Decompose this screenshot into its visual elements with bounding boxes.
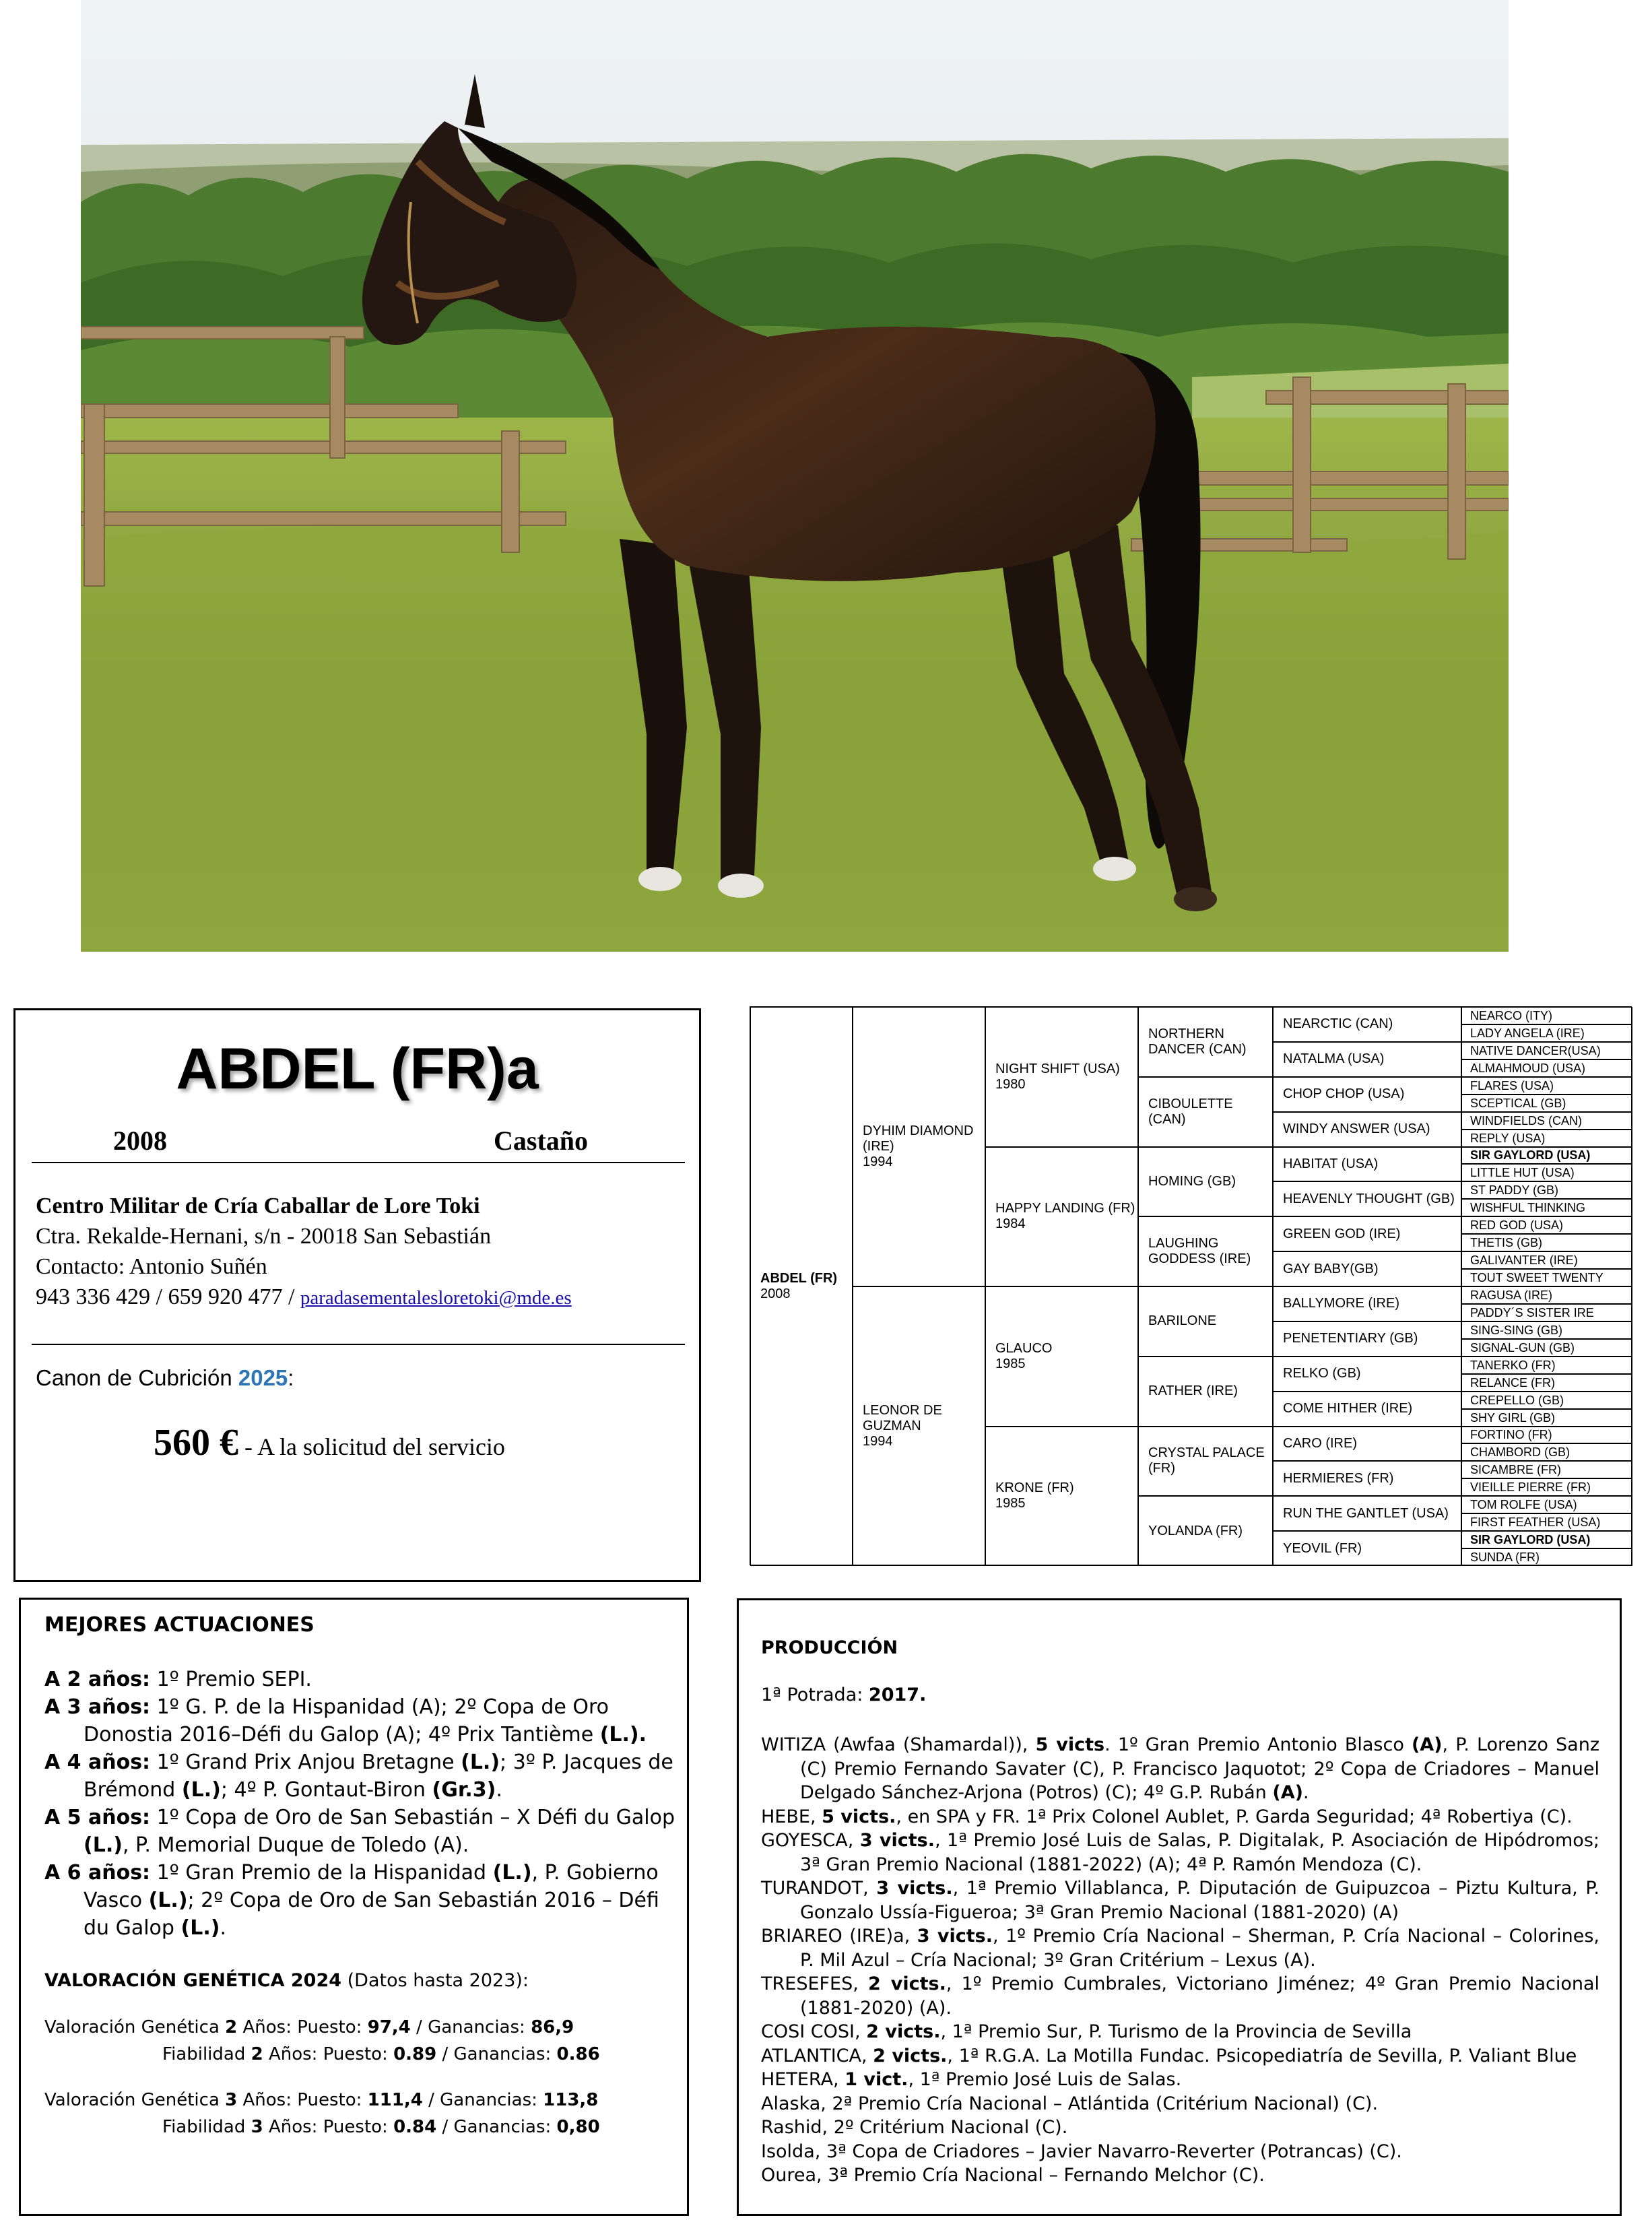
production-text: Alaska, 2ª Premio Cría Nacional – Atlántida (Critérium Nacional) (C). (761, 2093, 1379, 2114)
pedigree-year: 2008 (760, 1286, 791, 1301)
production-text: , 1º Premio Cumbrales, Victoriano Jiménez; 4º Gran Premio Nacional (1881-2020) (A). (800, 1973, 1600, 2019)
pedigree-g5-ancestor (1461, 1216, 1632, 1234)
pedigree-g4-ancestor (1273, 1357, 1461, 1392)
production-text: , 1ª Premio Villablanca, P. Diputación de Guipuzcoa – Piztu Kultura, P. Gonzalo Ussía-Figueroa; 3ª Gran Premio Nacional (1881-2020) (A) (800, 1878, 1600, 1923)
pedigree-g4-ancestor (1273, 1251, 1461, 1286)
production-text: TURANDOT, (761, 1878, 877, 1899)
genetic-2-line (44, 2017, 574, 2037)
pedigree-g5-ancestor (1461, 1077, 1632, 1094)
pedigree-name: LITTLE HUT (USA) (1470, 1166, 1575, 1180)
email-link[interactable]: paradasementaleslore​toki@mde.es (300, 1287, 572, 1309)
pedigree-name: ALMAHMOUD (USA) (1470, 1061, 1586, 1075)
pedigree-name: PENETENTIARY (GB) (1283, 1331, 1418, 1346)
first-crop-label: 1ª Potrada: (761, 1685, 869, 1705)
pedigree-name: NIGHT SHIFT (USA) (995, 1061, 1120, 1076)
pedigree-name: RAGUSA (IRE) (1470, 1288, 1553, 1302)
production-highlight: 1 vict. (845, 2069, 908, 2090)
pedigree-table (750, 1006, 1632, 1565)
pedigree-g5-ancestor (1461, 1478, 1632, 1496)
horse-name: ABDEL (FR)a (176, 1037, 539, 1101)
pedigree-g5-ancestor (1461, 1094, 1632, 1112)
contact-person: Contacto: Antonio Suñén (36, 1254, 267, 1279)
production-highlight: 5 victs. (822, 1806, 896, 1827)
achievement-grade: (L.) (148, 1889, 188, 1912)
production-row (761, 2163, 1599, 2188)
pedigree-name: GAY BABY(GB) (1283, 1261, 1379, 1276)
pedigree-name: DYHIM DIAMOND (IRE) (863, 1123, 974, 1154)
achievement-text: ; 4º P. Gontaut-Biron (220, 1778, 432, 1802)
text: Años: Puesto: (237, 2017, 368, 2037)
pedigree-name: CHOP CHOP (USA) (1283, 1086, 1405, 1102)
text: Fiabilidad (162, 2044, 251, 2064)
pedigree-year: 1984 (995, 1216, 1026, 1232)
production-text: GOYESCA, (761, 1830, 860, 1851)
achievement-text: , P. Memorial Duque de Toledo (A). (122, 1833, 469, 1857)
pedigree-great-grandparent (1138, 1496, 1273, 1566)
pedigree-g5-ancestor (1461, 1164, 1632, 1181)
production-text: , 1º Premio Cría Nacional – Sherman, P. Cría Nacional – Colorines, P. Mil Azul – Cría Nacional; 3º Gran Critérium – Lexus (A). (800, 1926, 1599, 1971)
pedigree-g4-ancestor (1273, 1392, 1461, 1427)
pedigree-great-grandparent (1138, 1147, 1273, 1217)
pedigree-g4-ancestor (1273, 1321, 1461, 1357)
achievement-text: 1º Grand Prix Anjou Bretagne (150, 1751, 461, 1774)
pedigree-name: TANERKO (FR) (1470, 1358, 1556, 1372)
pedigree-g5-ancestor (1461, 1374, 1632, 1392)
text: / Ganancias: (436, 2117, 557, 2137)
pedigree-name: NORTHERN DANCER (CAN) (1148, 1026, 1247, 1057)
genetic-3-line (44, 2090, 598, 2110)
pedigree-name: NATALMA (USA) (1283, 1051, 1385, 1067)
production-row (761, 2020, 1599, 2044)
achievement-grade: (L.) (84, 1833, 123, 1857)
pedigree-g5-ancestor (1461, 1443, 1632, 1461)
achievement-age: A 6 años: (44, 1861, 151, 1885)
pedigree-name: LEONOR DE GUZMAN (863, 1403, 942, 1433)
pedigree-name: FLARES (USA) (1470, 1078, 1554, 1092)
achievement-text: ; 2º Copa de Oro de San Sebastián 2016 – Défi du Galop (84, 1889, 659, 1940)
address: Ctra. Rekalde-Hernani, s/n - 20018 San Sebastián (36, 1224, 492, 1249)
pedigree-name: RELKO (GB) (1283, 1366, 1361, 1381)
pedigree-year: 1994 (863, 1154, 893, 1169)
value: 3 (251, 2117, 263, 2137)
pedigree-g4-ancestor (1273, 1286, 1461, 1321)
achievement-row (44, 1693, 678, 1749)
pedigree-name: GALIVANTER (IRE) (1470, 1253, 1578, 1268)
production-text: . (1302, 1782, 1309, 1803)
production-list (761, 1733, 1599, 2188)
pedigree-name: SHY GIRL (GB) (1470, 1410, 1556, 1425)
pedigree-g5-ancestor (1461, 1548, 1632, 1566)
text: Años: Puesto: (263, 2044, 394, 2064)
value: 86,9 (531, 2017, 574, 2037)
pedigree-great-grandparent (1138, 1286, 1273, 1357)
pedigree-g4-ancestor (1273, 1427, 1461, 1462)
pedigree-name: SUNDA (FR) (1470, 1550, 1540, 1565)
pedigree-name: FIRST FEATHER (USA) (1470, 1515, 1601, 1530)
pedigree-name: KRONE (FR) (995, 1480, 1074, 1496)
pedigree-name: SIR GAYLORD (USA) (1470, 1533, 1591, 1547)
pedigree-name: ST PADDY (GB) (1470, 1183, 1559, 1198)
production-text: Ourea, 3ª Premio Cría Nacional – Fernando Melchor (C). (761, 2165, 1265, 2186)
production-text: , 1ª R.G.A. La Motilla Fundac. Psicopediatría de Sevilla, P. Valiant Blue (947, 2045, 1577, 2066)
pedigree-name: HABITAT (USA) (1283, 1156, 1379, 1171)
achievement-text: 1º G. P. de la Hispanidad (A); 2º Copa de Oro Donostia 2016–Défi du Galop (A); 4º Prix Tantième (84, 1695, 609, 1746)
pedigree-name: HOMING (GB) (1148, 1173, 1236, 1189)
canon-colon: : (288, 1365, 294, 1390)
pedigree-grandparent (985, 1427, 1138, 1567)
pedigree-g5-ancestor (1461, 1304, 1632, 1321)
genetic-subtitle: (Datos hasta 2023): (341, 1970, 529, 1991)
pedigree-name: BALLYMORE (IRE) (1283, 1296, 1399, 1311)
achievement-text: ; 3º P. Jacques de Brémond (84, 1751, 673, 1802)
achievement-age: A 2 años: (44, 1668, 151, 1691)
production-row (761, 2140, 1599, 2164)
pedigree-g4-ancestor (1273, 1147, 1461, 1182)
production-text: BRIAREO (IRE)a, (761, 1926, 917, 1947)
horse-photo (81, 0, 1509, 952)
pedigree-year: 1985 (995, 1496, 1026, 1511)
value: 111,4 (367, 2090, 423, 2110)
production-row (761, 2068, 1599, 2092)
price-note: - A la solicitud del servicio (238, 1433, 505, 1460)
pedigree-g5-ancestor (1461, 1199, 1632, 1216)
pedigree-name: HAPPY LANDING (FR) (995, 1201, 1135, 1216)
pedigree-g5-ancestor (1461, 1007, 1632, 1024)
pedigree-g5-ancestor (1461, 1112, 1632, 1130)
production-row (761, 1829, 1599, 1876)
achievement-row (44, 1666, 678, 1693)
pedigree-g5-ancestor (1461, 1427, 1632, 1444)
pedigree-great-grandparent (1138, 1007, 1273, 1077)
achievements-list (44, 1666, 678, 1942)
pedigree-g5-ancestor (1461, 1321, 1632, 1339)
pedigree-g5-ancestor (1461, 1496, 1632, 1513)
production-highlight: 3 victs. (917, 1926, 993, 1947)
value: 0,80 (556, 2117, 600, 2137)
pedigree-name: NEARCO (ITY) (1470, 1008, 1553, 1022)
production-highlight: 2 victs. (866, 2021, 941, 2042)
pedigree-name: TOUT SWEET TWENTY (1470, 1271, 1604, 1285)
production-highlight: (A) (1272, 1782, 1303, 1803)
pedigree-name: LADY ANGELA (IRE) (1470, 1026, 1585, 1040)
pedigree-name: WINDY ANSWER (USA) (1283, 1121, 1430, 1137)
pedigree-name: SICAMBRE (FR) (1470, 1463, 1561, 1477)
pedigree-name: NEARCTIC (CAN) (1283, 1016, 1393, 1032)
pedigree-g4-ancestor (1273, 1007, 1461, 1042)
production-highlight: 2 victs. (873, 2045, 948, 2066)
production-highlight: 3 victs. (859, 1830, 935, 1851)
production-text: Rashid, 2º Critérium Nacional (C). (761, 2117, 1068, 2138)
pedigree-name: THETIS (GB) (1470, 1236, 1542, 1250)
achievement-grade: (Gr.3) (432, 1778, 496, 1802)
pedigree-name: WINDFIELDS (CAN) (1470, 1113, 1582, 1128)
achievement-text: 1º Gran Premio de la Hispanidad (150, 1861, 493, 1885)
pedigree-name: BARILONE (1148, 1313, 1217, 1329)
pedigree-subject (750, 1007, 853, 1566)
pedigree-name: FORTINO (FR) (1470, 1428, 1552, 1442)
achievement-age: A 4 años: (44, 1751, 151, 1774)
first-crop-year: 2017. (868, 1685, 927, 1705)
pedigree-g4-ancestor (1273, 1181, 1461, 1216)
pedigree-g4-ancestor (1273, 1112, 1461, 1147)
pedigree-g5-ancestor (1461, 1269, 1632, 1286)
pedigree-g4-ancestor (1273, 1077, 1461, 1112)
achievement-grade: (L.) (181, 1778, 221, 1802)
value: 2 (251, 2044, 263, 2064)
pedigree-g5-ancestor (1461, 1059, 1632, 1077)
pedigree-name: HERMIERES (FR) (1283, 1470, 1394, 1486)
pedigree-g5-ancestor (1461, 1234, 1632, 1251)
achievement-text: . (496, 1778, 502, 1802)
pedigree-name: WISHFUL THINKING (1470, 1201, 1586, 1215)
text: / Ganancias: (410, 2017, 531, 2037)
text: Fiabilidad (162, 2117, 251, 2137)
production-box (737, 1598, 1622, 2216)
pedigree-name: CREPELLO (GB) (1470, 1393, 1564, 1407)
pedigree-g4-ancestor (1273, 1531, 1461, 1566)
stallion-info-box (13, 1008, 701, 1582)
pedigree-g5-ancestor (1461, 1042, 1632, 1059)
value: 0.89 (393, 2044, 437, 2064)
price-line (154, 1421, 505, 1464)
achievement-grade: (L.). (599, 1723, 647, 1746)
text: Años: Puesto: (263, 2117, 394, 2137)
pedigree-name: GLAUCO (995, 1340, 1053, 1356)
pedigree-name: CARO (IRE) (1283, 1435, 1357, 1451)
pedigree-g4-ancestor (1273, 1042, 1461, 1077)
pedigree-name: RUN THE GANTLET (USA) (1283, 1505, 1449, 1521)
pedigree-g4-ancestor (1273, 1216, 1461, 1251)
pedigree-name: CIBOULETTE (CAN) (1148, 1096, 1233, 1127)
genetic-title-bold: VALORACIÓN GENÉTICA 2024 (44, 1970, 342, 1991)
pedigree-g5-ancestor (1461, 1461, 1632, 1478)
phones-line (36, 1282, 572, 1313)
pedigree-g5-ancestor (1461, 1286, 1632, 1304)
production-row (761, 1733, 1599, 1805)
first-crop (761, 1685, 926, 1705)
pedigree-g5-ancestor (1461, 1024, 1632, 1042)
achievement-text: 1º Premio SEPI. (150, 1668, 312, 1691)
production-text: TRESEFES, (761, 1973, 868, 1994)
pedigree-name: RATHER (IRE) (1148, 1383, 1238, 1399)
pedigree-grandparent (985, 1286, 1138, 1427)
pedigree-name: VIEILLE PIERRE (FR) (1470, 1480, 1591, 1495)
horse-photo-illustration (81, 0, 1509, 952)
achievement-text: . (220, 1916, 226, 1940)
birth-year: 2008 (113, 1125, 167, 1156)
price: 560 € (154, 1422, 238, 1464)
achievement-row (44, 1804, 678, 1859)
pedigree-parent (853, 1007, 985, 1286)
value: 3 (225, 2090, 238, 2110)
pedigree-name: NATIVE DANCER(USA) (1470, 1043, 1601, 1057)
coat-color: Castaño (494, 1125, 589, 1156)
text: / Ganancias: (436, 2044, 557, 2064)
pedigree-name: CRYSTAL PALACE (FR) (1148, 1445, 1265, 1476)
production-text: WITIZA (Awfaa (Shamardal)), (761, 1734, 1036, 1755)
value: 97,4 (367, 2017, 411, 2037)
text: / Ganancias: (422, 2090, 543, 2110)
reliability-3-line (162, 2117, 600, 2137)
pedigree-g5-ancestor (1461, 1392, 1632, 1409)
stud-center: Centro Militar de Cría Caballar de Lore Toki (36, 1194, 480, 1218)
achievement-row (44, 1859, 678, 1942)
pedigree-name: GREEN GOD (IRE) (1283, 1226, 1401, 1241)
pedigree-year: 1980 (995, 1076, 1026, 1092)
production-row (761, 2092, 1599, 2116)
pedigree-name: PADDY´S SISTER IRE (1470, 1305, 1594, 1319)
value: 113,8 (543, 2090, 599, 2110)
pedigree-g5-ancestor (1461, 1339, 1632, 1357)
pedigree-great-grandparent (1138, 1427, 1273, 1497)
production-text: , 1ª Premio José Luis de Salas, P. Digitalak, P. Asociación de Hipódromos; 3ª Gran Premio Nacional (1881-2022) (A); 4ª P. Ramón Mendoza (C). (800, 1830, 1599, 1875)
pedigree-g5-ancestor (1461, 1251, 1632, 1269)
pedigree-name: ABDEL (FR) (760, 1271, 838, 1286)
achievement-grade: (L.) (180, 1916, 220, 1940)
production-highlight: 3 victs. (876, 1878, 953, 1899)
pedigree-g5-ancestor (1461, 1181, 1632, 1199)
pedigree-parent (853, 1286, 985, 1566)
production-row (761, 2116, 1599, 2140)
value: 0.86 (556, 2044, 600, 2064)
achievements-title: MEJORES ACTUACIONES (44, 1613, 315, 1637)
pedigree-year: 1985 (995, 1356, 1026, 1371)
text: Valoración Genética (44, 2090, 226, 2110)
pedigree-g5-ancestor (1461, 1513, 1632, 1531)
genetic-title (44, 1970, 529, 1991)
text: Años: Puesto: (237, 2090, 368, 2110)
pedigree-name: SING-SING (GB) (1470, 1323, 1563, 1337)
achievement-row (44, 1749, 678, 1804)
production-text: , 1ª Premio Sur, P. Turismo de la Provincia de Sevilla (940, 2021, 1412, 2042)
pedigree-g5-ancestor (1461, 1357, 1632, 1374)
pedigree-name: SCEPTICAL (GB) (1470, 1096, 1566, 1110)
pedigree-name: YEOVIL (FR) (1283, 1540, 1362, 1556)
pedigree-name: TOM ROLFE (USA) (1470, 1498, 1577, 1512)
production-highlight: (A) (1411, 1734, 1443, 1755)
production-row (761, 1876, 1599, 1924)
pedigree-grandparent (985, 1007, 1138, 1147)
contact-block (36, 1191, 572, 1313)
production-text: . 1º Gran Premio Antonio Blasco (1104, 1734, 1412, 1755)
achievement-age: A 5 años: (44, 1806, 151, 1829)
pedigree-name: RELANCE (FR) (1470, 1375, 1556, 1390)
achievement-grade: (L.) (492, 1861, 532, 1885)
pedigree-name: REPLY (USA) (1470, 1131, 1546, 1145)
achievement-grade: (L.) (461, 1751, 500, 1774)
production-highlight: 5 victs (1035, 1734, 1105, 1755)
pedigree-g4-ancestor (1273, 1461, 1461, 1496)
production-row (761, 1924, 1599, 1972)
production-text: , en SPA y FR. 1ª Prix Colonel Aublet, P. Garda Seguridad; 4ª Robertiya (C). (896, 1806, 1573, 1827)
pedigree-g5-ancestor (1461, 1130, 1632, 1147)
pedigree-g5-ancestor (1461, 1409, 1632, 1427)
pedigree-g5-ancestor (1461, 1531, 1632, 1548)
pedigree-great-grandparent (1138, 1216, 1273, 1286)
production-text: Isolda, 3ª Copa de Criadores – Javier Navarro-Reverter (Potrancas) (C). (761, 2141, 1402, 2162)
production-title: PRODUCCIÓN (761, 1637, 898, 1658)
pedigree-great-grandparent (1138, 1357, 1273, 1427)
pedigree-name: CHAMBORD (GB) (1470, 1445, 1570, 1460)
value: 0.84 (393, 2117, 437, 2137)
divider (32, 1344, 685, 1345)
pedigree-g5-ancestor (1461, 1147, 1632, 1165)
phones: 943 336 429 / 659 920 477 / (36, 1284, 295, 1309)
value: 2 (225, 2017, 238, 2037)
reliability-2-line (162, 2044, 600, 2064)
pedigree-name: SIR GAYLORD (USA) (1470, 1148, 1591, 1163)
pedigree-great-grandparent (1138, 1077, 1273, 1147)
pedigree-g4-ancestor (1273, 1496, 1461, 1531)
production-text: COSI COSI, (761, 2021, 867, 2042)
production-row (761, 1805, 1599, 1829)
pedigree-grandparent (985, 1147, 1138, 1287)
achievement-age: A 3 años: (44, 1695, 151, 1719)
canon-year: 2025 (238, 1365, 288, 1390)
production-text: HETERA, (761, 2069, 845, 2090)
pedigree-name: HEAVENLY THOUGHT (GB) (1283, 1191, 1455, 1206)
production-text: , 1ª Premio José Luis de Salas. (908, 2069, 1182, 2090)
pedigree-name: RED GOD (USA) (1470, 1218, 1564, 1233)
pedigree-name: SIGNAL-GUN (GB) (1470, 1340, 1575, 1354)
divider (32, 1162, 685, 1163)
achievements-box (19, 1598, 689, 2216)
achievement-text: , P. Gobierno Vasco (84, 1861, 659, 1912)
production-text: , P. Lorenzo Sanz (C) Premio Fernando Savater (C), P. Francisco Jaquotot; 2º Copa de Criadores – Manuel Delgado Sánchez-Arjona (Potros) (C); 4º G.P. Rubán (800, 1734, 1600, 1803)
production-highlight: 2 victs. (868, 1973, 946, 1994)
pedigree-name: YOLANDA (FR) (1148, 1523, 1243, 1538)
achievement-text: 1º Copa de Oro de San Sebastián – X Défi du Galop (150, 1806, 675, 1829)
text: Valoración Genética (44, 2017, 226, 2037)
production-text: ATLANTICA, (761, 2045, 873, 2066)
pedigree-name: COME HITHER (IRE) (1283, 1401, 1413, 1416)
pedigree-name: LAUGHING GODDESS (IRE) (1148, 1236, 1251, 1267)
production-text: HEBE, (761, 1806, 822, 1827)
production-row (761, 1972, 1599, 2020)
canon-line (36, 1365, 294, 1391)
pedigree-year: 1994 (863, 1434, 893, 1449)
canon-label: Canon de Cubrición (36, 1365, 232, 1390)
production-row (761, 2044, 1599, 2068)
